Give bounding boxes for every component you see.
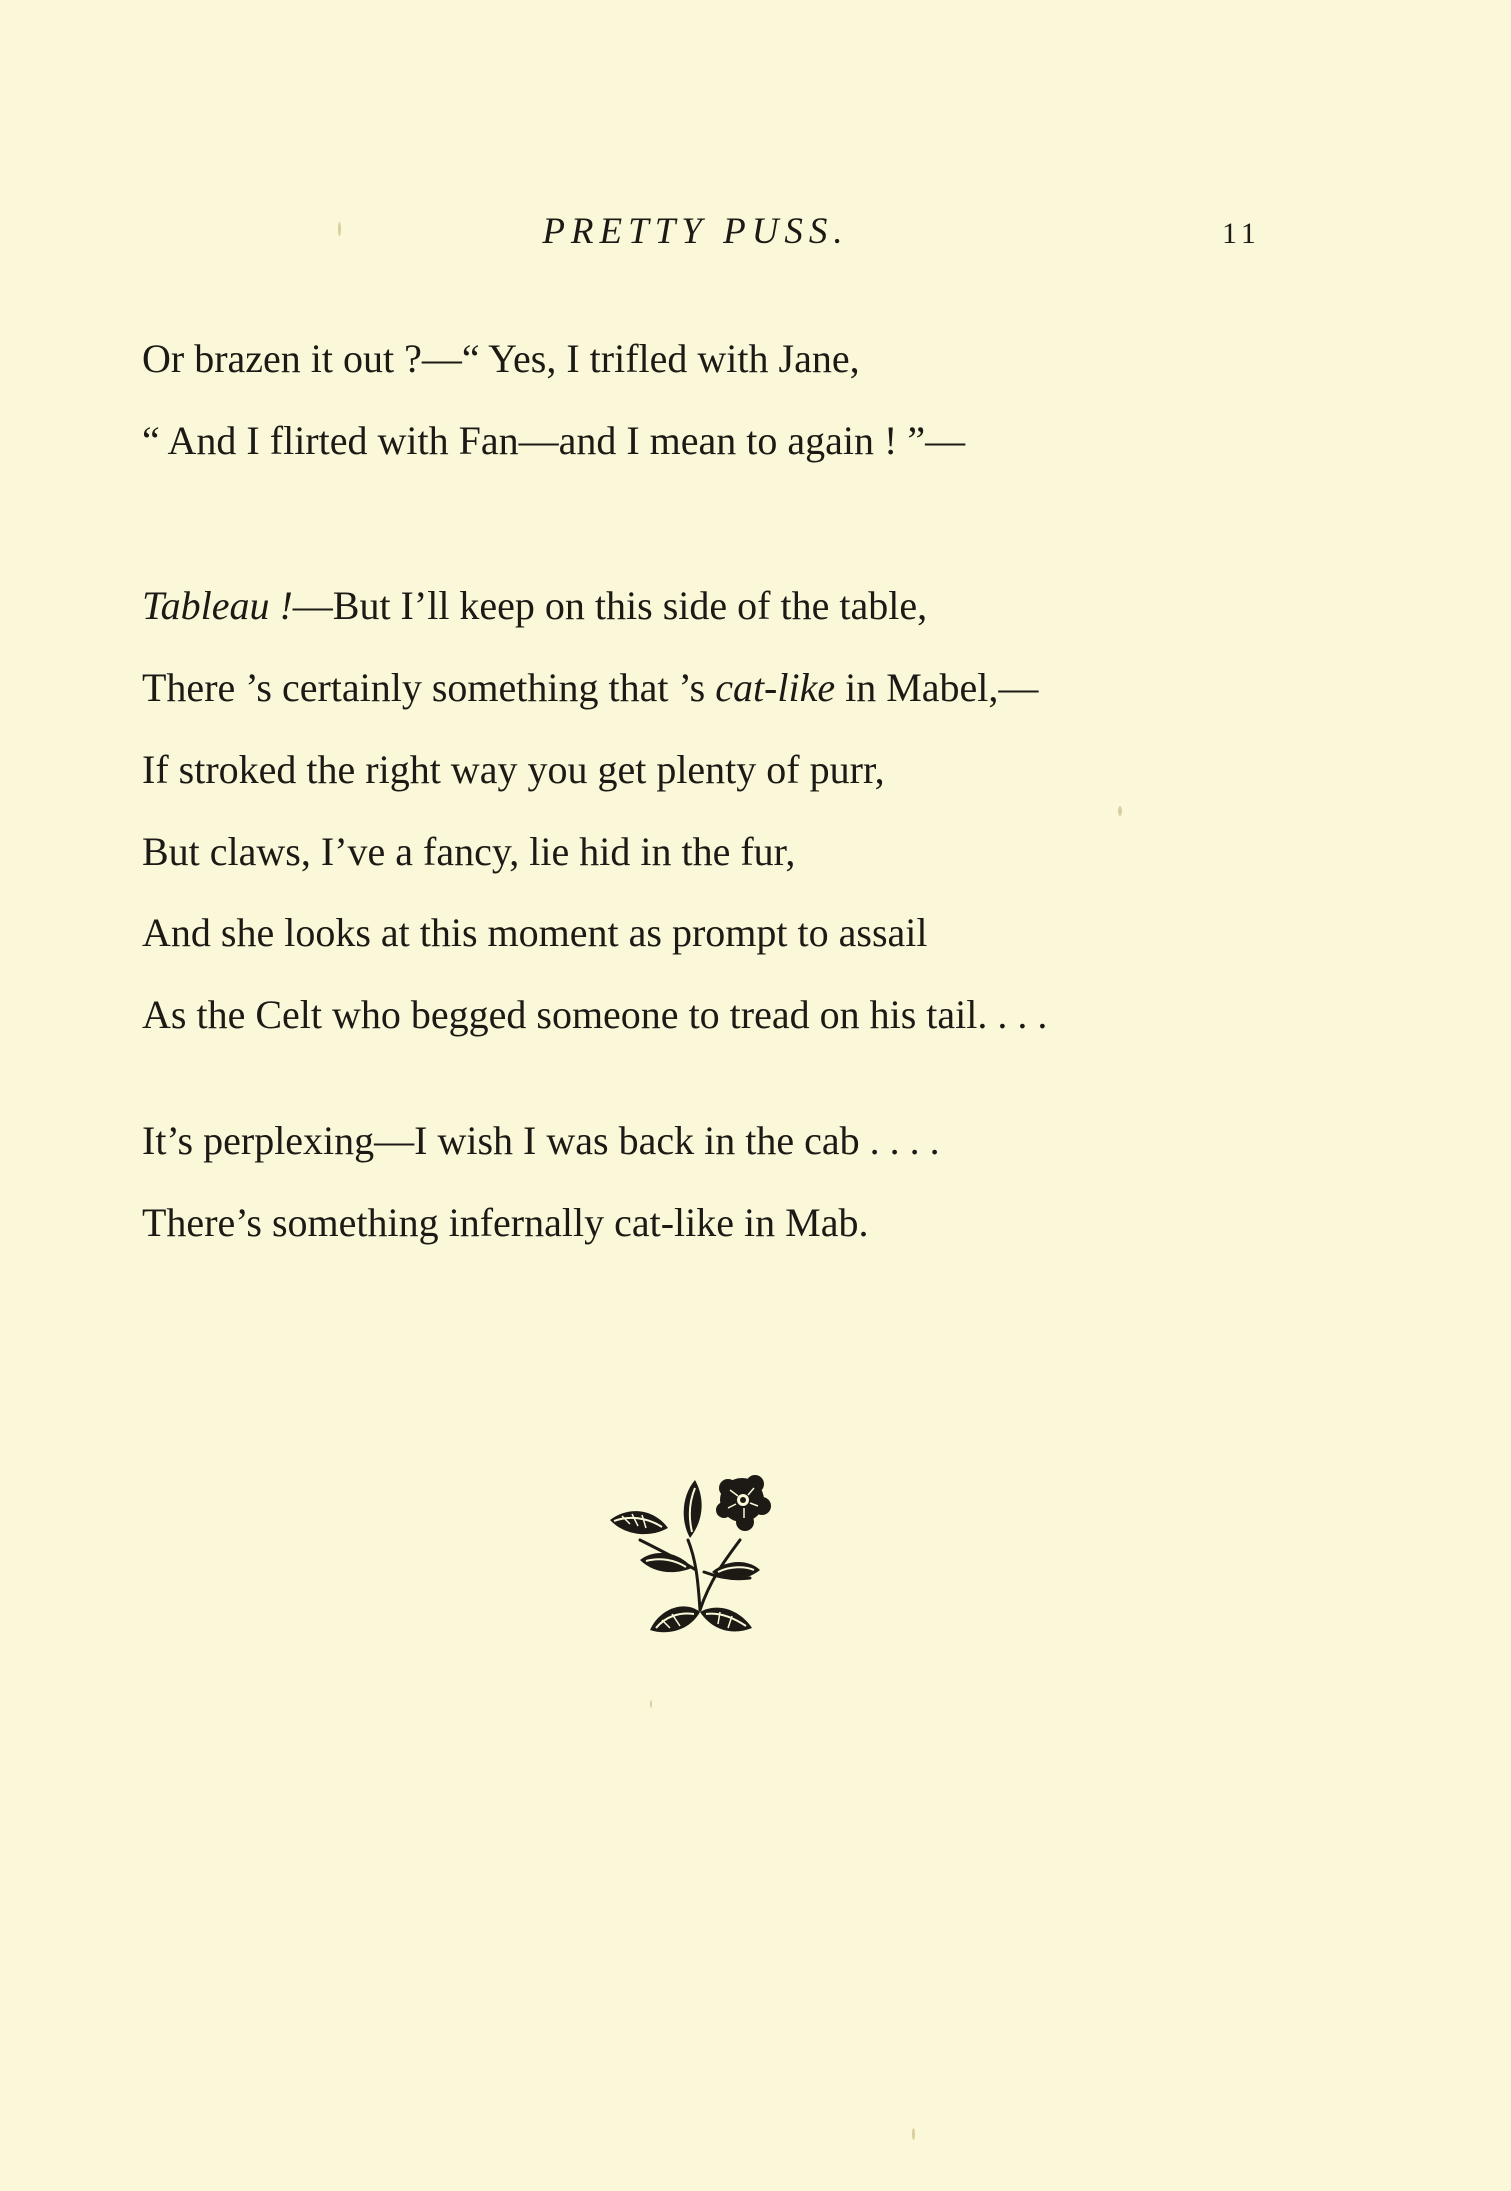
line-text: There ’s certainly something that ’s xyxy=(142,665,716,710)
poem-line: Or brazen it out ?—“ Yes, I trifled with Jane, xyxy=(142,336,860,381)
poem-line: “ And I flirted with Fan—and I mean to again ! ”— xyxy=(142,418,966,463)
poem-line xyxy=(142,662,1038,714)
poem-line: But claws, I’ve a fancy, lie hid in the fur, xyxy=(142,829,796,874)
poem-line: As the Celt who begged someone to tread on his tail. . . . xyxy=(142,992,1048,1037)
paper-speck xyxy=(912,2128,915,2140)
poem-line: And she looks at this moment as prompt to assail xyxy=(142,910,928,955)
page-number: 11 xyxy=(1222,217,1261,250)
running-head-title: PRETTY PUSS. xyxy=(542,211,849,252)
italic-phrase: Tableau ! xyxy=(142,583,293,628)
paper-speck xyxy=(1118,806,1122,816)
paper-speck xyxy=(338,222,341,236)
italic-phrase: cat-like xyxy=(715,665,836,710)
floral-sprig-icon xyxy=(600,1460,800,1640)
poem-line: There’s something infernally cat-like in Mab. xyxy=(142,1200,869,1245)
line-text: —But I’ll keep on this side of the table, xyxy=(292,583,928,628)
poem-line: If stroked the right way you get plenty of purr, xyxy=(142,747,885,792)
poem-line: It’s perplexing—I wish I was back in the cab . . . . xyxy=(142,1118,940,1163)
poem-line xyxy=(142,580,927,632)
paper-speck xyxy=(650,1700,652,1708)
line-text: in Mabel,— xyxy=(835,665,1039,710)
